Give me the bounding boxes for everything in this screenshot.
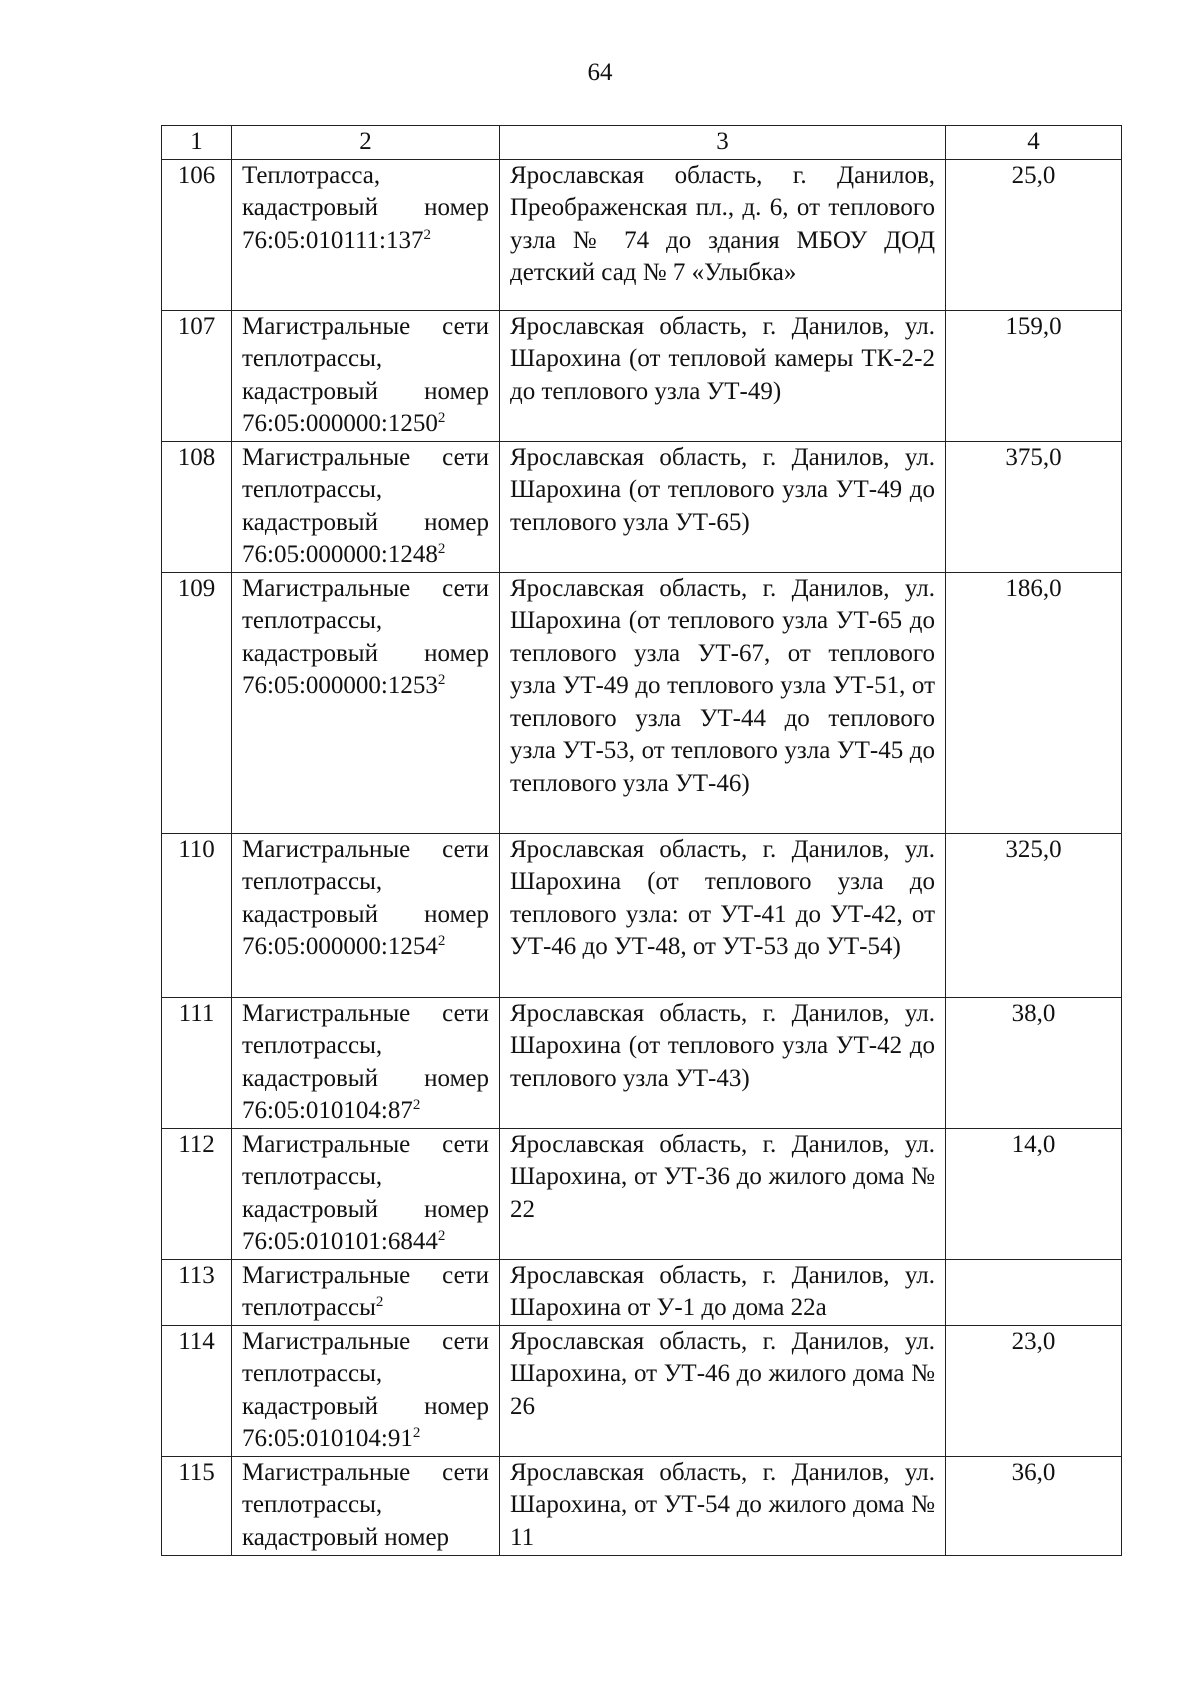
object-address-text: Ярославская область, г. Данилов, ул. Шарохина (от теплового узла до теплового узла: от УТ-41 до УТ-42, от УТ-46 до УТ-48, от УТ-53 до УТ-54) — [510, 835, 935, 960]
object-address — [500, 310, 946, 441]
object-name-text: Магистральные сети теплотрассы, кадастровый номер 76:05:000000:1253 — [242, 574, 489, 699]
object-address-text: Ярославская область, г. Данилов, ул. Шарохина, от УТ-36 до жилого дома № 22 — [510, 1130, 935, 1223]
object-address-text: Ярославская область, г. Данилов, ул. Шарохина, от УТ-46 до жилого дома № 26 — [510, 1327, 935, 1420]
table-row — [162, 1456, 1122, 1555]
object-name-text: Магистральные сети теплотрассы, кадастровый номер 76:05:010104:87 — [242, 999, 489, 1124]
object-name — [232, 997, 500, 1128]
object-name — [232, 1456, 500, 1555]
table-row — [162, 1128, 1122, 1259]
row-number: 110 — [162, 833, 232, 997]
row-number: 108 — [162, 441, 232, 572]
object-length: 14,0 — [946, 1128, 1122, 1259]
table-row — [162, 572, 1122, 833]
object-length: 38,0 — [946, 997, 1122, 1128]
objects-table — [161, 125, 1122, 1556]
row-number: 114 — [162, 1325, 232, 1456]
row-number: 109 — [162, 572, 232, 833]
object-name — [232, 833, 500, 997]
column-header-1: 1 — [162, 126, 232, 160]
footnote-mark: 2 — [437, 410, 446, 426]
object-address-text: Ярославская область, г. Данилов, ул. Шарохина (от тепловой камеры ТК-2-2 до теплового узла УТ-49) — [510, 312, 935, 405]
object-name-text: Теплотрасса, кадастровый номер 76:05:010111:137 — [242, 161, 489, 254]
footnote-mark: 2 — [437, 1228, 446, 1244]
row-number: 107 — [162, 310, 232, 441]
object-name-text: Магистральные сети теплотрассы, кадастровый номер 76:05:000000:1248 — [242, 443, 489, 568]
object-address-text: Ярославская область, г. Данилов, ул. Шарохина, от УТ-54 до жилого дома № 11 — [510, 1458, 935, 1551]
column-header-3: 3 — [500, 126, 946, 160]
table-row — [162, 997, 1122, 1128]
object-name-text: Магистральные сети теплотрассы, кадастровый номер 76:05:000000:1254 — [242, 835, 489, 960]
table-header-row — [162, 126, 1122, 160]
object-length — [946, 1259, 1122, 1325]
object-name-text: Магистральные сети теплотрассы — [242, 1261, 489, 1321]
object-name-text: Магистральные сети теплотрассы, кадастровый номер — [242, 1458, 489, 1551]
object-name-text: Магистральные сети теплотрассы, кадастровый номер 76:05:010101:6844 — [242, 1130, 489, 1255]
table-row — [162, 1325, 1122, 1456]
object-name — [232, 572, 500, 833]
row-number: 113 — [162, 1259, 232, 1325]
object-length: 23,0 — [946, 1325, 1122, 1456]
object-length: 25,0 — [946, 159, 1122, 310]
object-name — [232, 1325, 500, 1456]
object-name-text: Магистральные сети теплотрассы, кадастровый номер 76:05:010104:91 — [242, 1327, 489, 1452]
object-address — [500, 1325, 946, 1456]
row-number: 106 — [162, 159, 232, 310]
object-address-text: Ярославская область, г. Данилов, ул. Шарохина (от теплового узла УТ-65 до теплового узла УТ-67, от теплового узла УТ-49 до теплового узла УТ-51, от теплового узла УТ-44 до теплового узла УТ-53, от теплового узла УТ-45 до теплового узла УТ-46) — [510, 574, 935, 797]
footnote-mark: 2 — [412, 1097, 421, 1113]
object-address — [500, 572, 946, 833]
object-address-text: Ярославская область, г. Данилов, Преображенская пл., д. 6, от теплового узла № 74 до здания МБОУ ДОД детский сад № 7 «Улыбка» — [510, 161, 935, 286]
object-length: 375,0 — [946, 441, 1122, 572]
object-address — [500, 1259, 946, 1325]
row-number: 111 — [162, 997, 232, 1128]
page-number: 64 — [587, 59, 613, 86]
footnote-mark: 2 — [423, 226, 431, 243]
footnote-mark: 2 — [437, 672, 446, 688]
object-address — [500, 1456, 946, 1555]
object-address — [500, 441, 946, 572]
table-row — [162, 441, 1122, 572]
footnote-mark: 2 — [437, 541, 446, 557]
object-name — [232, 310, 500, 441]
footnote-mark: 2 — [437, 933, 446, 949]
table-row — [162, 1259, 1122, 1325]
footnote-mark: 2 — [375, 1294, 384, 1310]
object-length: 159,0 — [946, 310, 1122, 441]
object-address — [500, 1128, 946, 1259]
object-name — [232, 159, 500, 310]
object-address — [500, 159, 946, 310]
object-name — [232, 1128, 500, 1259]
row-number: 115 — [162, 1456, 232, 1555]
object-address-text: Ярославская область, г. Данилов, ул. Шарохина (от теплового узла УТ-42 до теплового узла УТ-43) — [510, 999, 935, 1092]
object-address-text: Ярославская область, г. Данилов, ул. Шарохина от У-1 до дома 22а — [510, 1261, 935, 1321]
column-header-4: 4 — [946, 126, 1122, 160]
object-address-text: Ярославская область, г. Данилов, ул. Шарохина (от теплового узла УТ-49 до теплового узла УТ-65) — [510, 443, 935, 536]
table-row — [162, 833, 1122, 997]
object-length: 325,0 — [946, 833, 1122, 997]
object-address — [500, 833, 946, 997]
object-name-text: Магистральные сети теплотрассы, кадастровый номер 76:05:000000:1250 — [242, 312, 489, 437]
footnote-mark: 2 — [412, 1425, 421, 1441]
table-row — [162, 310, 1122, 441]
table-row — [162, 159, 1122, 310]
object-name — [232, 441, 500, 572]
object-length: 186,0 — [946, 572, 1122, 833]
object-length: 36,0 — [946, 1456, 1122, 1555]
row-number: 112 — [162, 1128, 232, 1259]
column-header-2: 2 — [232, 126, 500, 160]
object-name — [232, 1259, 500, 1325]
object-address — [500, 997, 946, 1128]
